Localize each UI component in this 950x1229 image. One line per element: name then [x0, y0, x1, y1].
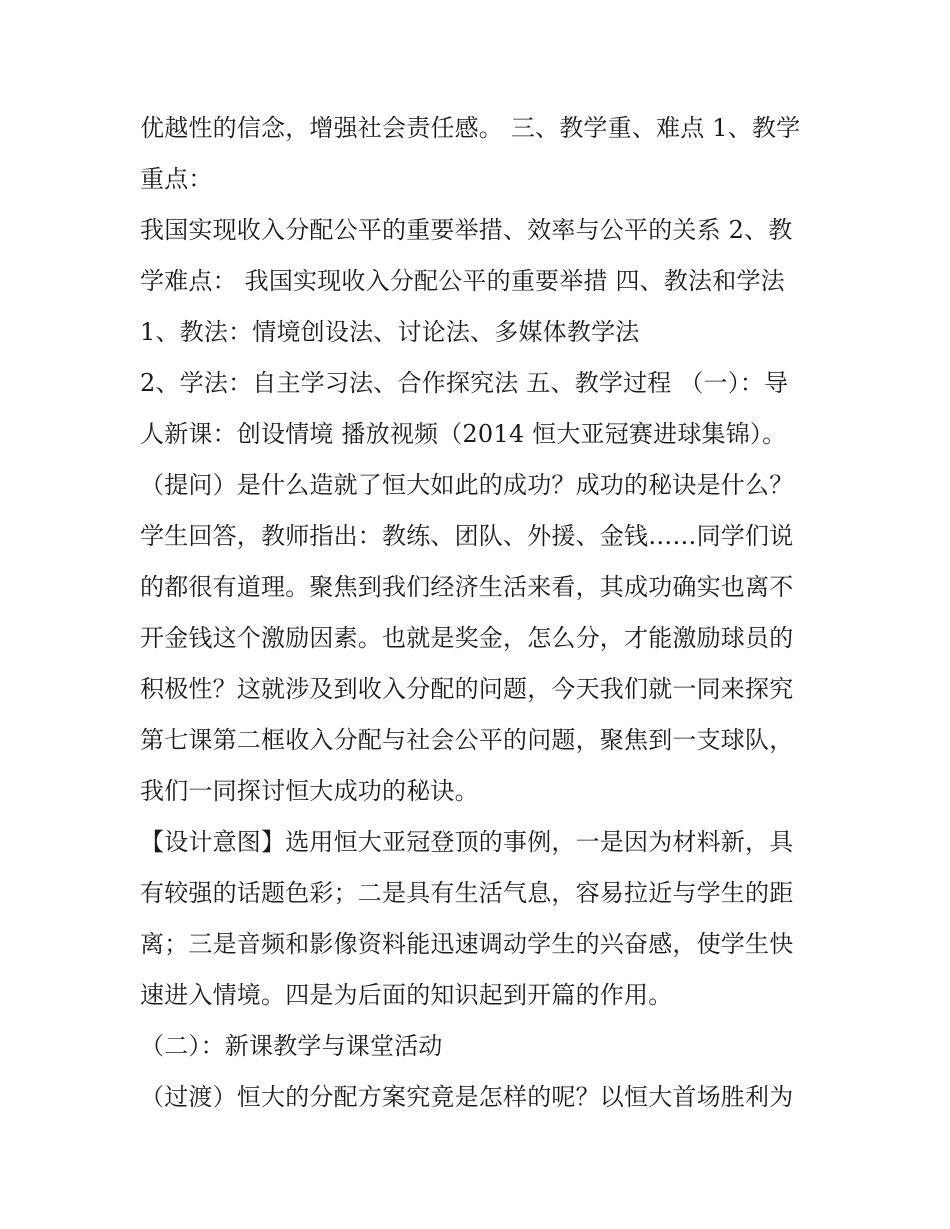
- text-line: 积极性？这就涉及到收入分配的问题，今天我们就一同来探究: [140, 675, 794, 703]
- text-line: 2、学法：自主学习法、合作探究法 五、教学过程 （一）：导: [140, 369, 789, 397]
- text-line: 我们一同探讨恒大成功的秘诀。: [140, 777, 479, 805]
- text-line: 学难点： 我国实现收入分配公平的重要举措 四、教法和学法: [140, 267, 785, 295]
- text-line: （过渡）恒大的分配方案究竟是怎样的呢？以恒大首场胜利为: [140, 1083, 794, 1111]
- text-line: （二）：新课教学与课堂活动: [140, 1032, 443, 1060]
- text-line: 1、教法：情境创设法、讨论法、多媒体教学法: [140, 318, 640, 346]
- text-line: 开金钱这个激励因素。也就是奖金，怎么分，才能激励球员的: [140, 624, 794, 652]
- text-line: 第七课第二框收入分配与社会公平的问题，聚焦到一支球队，: [140, 726, 794, 754]
- text-line: 的都很有道理。聚焦到我们经济生活来看，其成功确实也离不: [140, 573, 794, 601]
- text-line: 学生回答，教师指出：教练、团队、外援、金钱……同学们说: [140, 522, 794, 550]
- text-line: 速进入情境。四是为后面的知识起到开篇的作用。: [140, 981, 673, 1009]
- text-line: 重点：: [140, 165, 213, 193]
- text-line: 人新课：创设情境 播放视频（2014 恒大亚冠赛进球集锦）。: [140, 420, 787, 448]
- text-line: 优越性的信念，增强社会责任感。 三、教学重、难点 1、教学: [140, 114, 801, 142]
- text-line: 【设计意图】选用恒大亚冠登顶的事例，一是因为材料新，具: [140, 828, 794, 856]
- text-line: 有较强的话题色彩；二是具有生活气息，容易拉近与学生的距: [140, 879, 794, 907]
- text-line: 离；三是音频和影像资料能迅速调动学生的兴奋感，使学生快: [140, 930, 794, 958]
- text-line: （提问）是什么造就了恒大如此的成功？成功的秘诀是什么？: [140, 471, 794, 499]
- text-line: 我国实现收入分配公平的重要举措、效率与公平的关系 2、教: [140, 216, 793, 244]
